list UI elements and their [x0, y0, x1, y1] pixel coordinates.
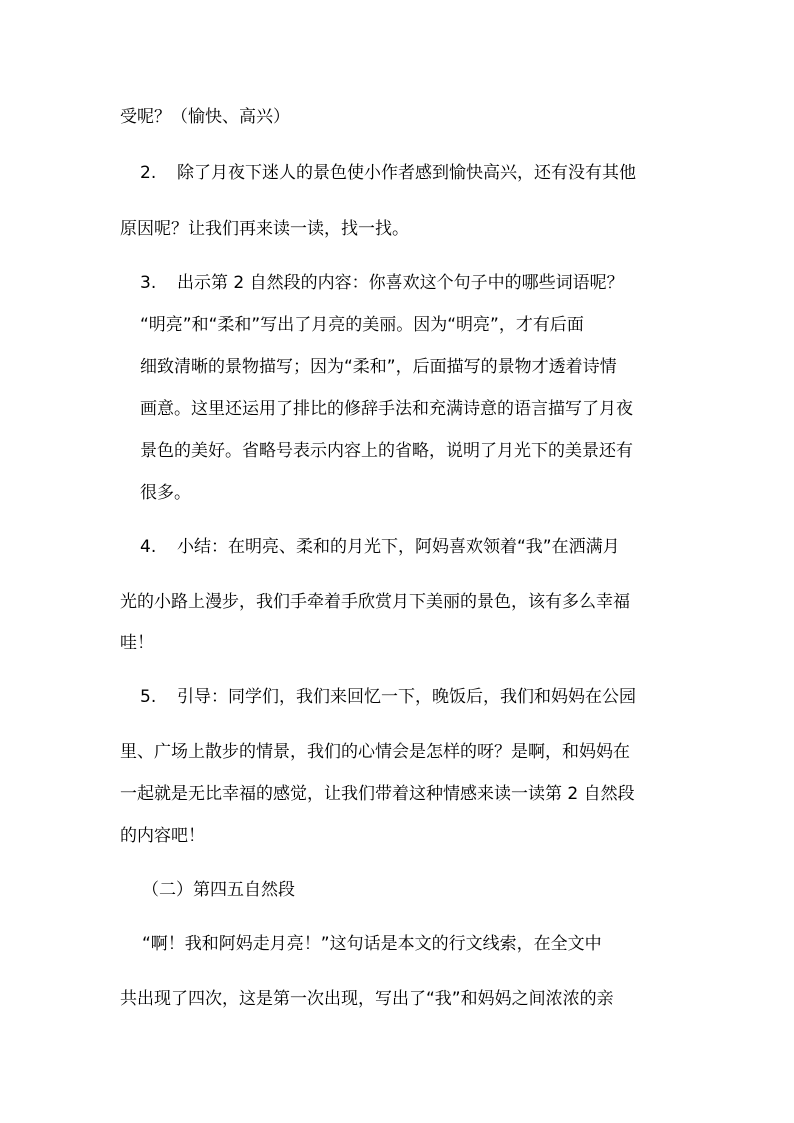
text-line: 原因呢？让我们再来读一读，找一找。 — [120, 219, 409, 239]
text-line: 细致清晰的景物描写；因为“柔和”，后面描写的景物才透着诗情 — [140, 357, 617, 377]
text-line: 哇！ — [120, 633, 154, 653]
text-line: 光的小路上漫步，我们手牵着手欣赏月下美丽的景色，该有多么幸福 — [120, 592, 630, 612]
list-number: 3. — [140, 273, 157, 293]
text-line: 的内容吧！ — [120, 826, 205, 846]
list-number: 2. — [140, 163, 157, 183]
text-line: 受呢？（愉快、高兴） — [120, 107, 290, 127]
text-line: 引导：同学们，我们来回忆一下，晚饭后，我们和妈妈在公园 — [177, 687, 636, 707]
text-line: 小结：在明亮、柔和的月光下，阿妈喜欢领着“我”在洒满月 — [177, 537, 620, 557]
text-line: 里、广场上散步的情景，我们的心情会是怎样的呀？是啊，和妈妈在 — [120, 742, 630, 762]
list-number: 5. — [140, 687, 157, 707]
text-line: 很多。 — [140, 483, 191, 503]
text-line: 出示第 2 自然段的内容：你喜欢这个句子中的哪些词语呢？ — [177, 273, 624, 293]
section-heading: （二）第四五自然段 — [142, 880, 295, 900]
text-line: 景色的美好。省略号表示内容上的省略，说明了月光下的美景还有 — [140, 441, 633, 461]
text-line: 除了月夜下迷人的景色使小作者感到愉快高兴，还有没有其他 — [177, 163, 636, 183]
list-number: 4. — [140, 537, 157, 557]
text-line: 共出现了四次，这是第一次出现，写出了“我”和妈妈之间浓浓的亲 — [120, 989, 614, 1009]
text-line: 画意。这里还运用了排比的修辞手法和充满诗意的语言描写了月夜 — [140, 399, 633, 419]
text-line: “啊！我和阿妈走月亮！”这句话是本文的行文线索，在全文中 — [142, 934, 602, 954]
text-line: 一起就是无比幸福的感觉，让我们带着这种情感来读一读第 2 自然段 — [120, 784, 635, 804]
text-line: “明亮”和“柔和”写出了月亮的美丽。因为“明亮”，才有后面 — [140, 315, 584, 335]
